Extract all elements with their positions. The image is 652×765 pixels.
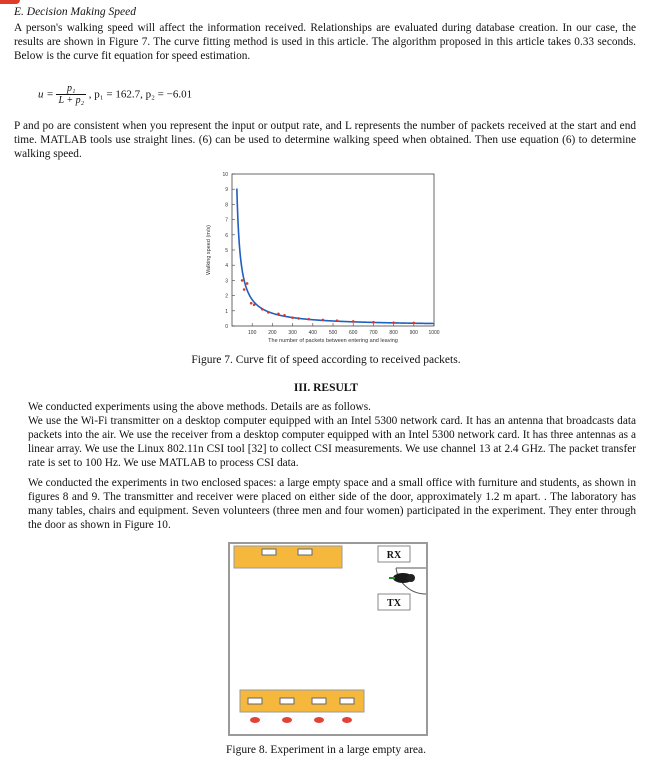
data-point — [372, 321, 375, 324]
y-tick-label: 7 — [225, 217, 228, 224]
data-point — [336, 319, 339, 322]
section-e-paragraph-2: P and po are consistent when you represent the input or output rate, and L represents the number of packets received at the start and end time. MATLAB tools use straight lines. (6) can be used to determine walking speed when obtained. Then use equation (6) to determine walking speed. — [14, 120, 636, 160]
chair-icon — [250, 717, 260, 723]
data-point — [322, 319, 325, 322]
result-heading: III. RESULT — [293, 382, 359, 394]
data-point — [297, 317, 300, 320]
top-computer-1 — [262, 549, 276, 555]
x-axis-label: The number of packets between entering and leaving — [268, 338, 398, 344]
y-tick-label: 2 — [225, 293, 228, 300]
chair-icon — [342, 717, 352, 723]
rx-label: RX — [386, 550, 402, 561]
top-computer-2 — [298, 549, 312, 555]
data-point — [246, 282, 249, 285]
data-point — [243, 288, 246, 291]
y-axis-label: Walking speed (m/s) — [206, 225, 212, 275]
experiment-room-diagram — [228, 542, 428, 736]
x-tick-label: 400 — [308, 330, 317, 336]
y-tick-label: 3 — [225, 278, 228, 285]
x-tick-label: 600 — [349, 330, 358, 336]
y-tick-label: 0 — [225, 324, 228, 330]
chair-icon — [314, 717, 324, 723]
equation-fraction — [56, 83, 86, 106]
y-tick-label: 5 — [225, 248, 228, 254]
result-paragraph-3: We conducted the experiments in two enclosed spaces: a large empty space and a small office with furniture and students, as shown in figures 8 and 9. The transmitter and receiver were placed on either side of the door, approximately 1.2 m apart. . The laboratory has many tables, chairs and equipment. Seven volunteers (three men and four women) participated in the experiment. They enter through the door as shown in Figure 10. — [28, 477, 636, 531]
figure-8-caption: Figure 8. Experiment in a large empty area. — [225, 744, 426, 756]
page-corner-mark — [0, 0, 20, 4]
equation-numerator: p₁ — [56, 83, 86, 95]
result-paragraph-1: We conducted experiments using the above methods. Details are as follows. — [28, 401, 371, 413]
x-tick-label: 700 — [369, 330, 378, 336]
equation-lhs: u = — [38, 88, 54, 101]
top-table — [234, 546, 342, 568]
x-tick-label: 1000 — [428, 330, 440, 336]
data-point — [241, 279, 244, 282]
bottom-computer-2 — [280, 698, 294, 704]
x-tick-label: 300 — [288, 330, 297, 336]
data-point — [267, 311, 270, 314]
data-point — [250, 302, 253, 305]
x-tick-label: 500 — [328, 330, 338, 336]
bottom-computer-1 — [248, 698, 262, 704]
data-point — [307, 318, 310, 321]
data-point — [392, 321, 395, 324]
x-tick-label: 800 — [389, 330, 398, 336]
chair-icon — [282, 717, 292, 723]
data-point — [291, 316, 294, 319]
data-point — [352, 320, 355, 323]
result-paragraph-2: We use the Wi-Fi transmitter on a desktop computer equipped with an Intel 5300 network card. It has an antenna that broadcasts data packets into the air. We use the receiver from a desktop computer equipped with an Intel 5300 network card. It has three antennas as a linear array. We use the Linux 802.11n CSI tool [32] to collect CSI measurements. We use channel 13 at 2.4 GHz. The packet transfer rate is set to 100 Hz. We use MATLAB to process CSI data. — [28, 415, 636, 469]
x-tick-label: 200 — [268, 330, 277, 336]
data-point — [283, 314, 286, 317]
data-point — [413, 322, 416, 325]
speed-curve-chart — [196, 166, 456, 352]
data-point — [277, 313, 280, 316]
section-e-heading: E. Decision Making Speed — [14, 6, 136, 18]
speed-equation — [38, 83, 338, 117]
y-tick-label: 9 — [225, 187, 228, 194]
tx-label: TX — [387, 598, 401, 609]
bottom-computer-4 — [340, 698, 354, 704]
y-tick-label: 4 — [225, 263, 228, 270]
equation-denominator: L + p₂ — [58, 95, 85, 106]
y-tick-label: 1 — [225, 308, 228, 315]
person-head-icon — [407, 574, 415, 582]
equation-parameters: , p₁ = 162.7, p₂ = −6.01 — [88, 88, 193, 101]
section-e-paragraph-1: A person's walking speed will affect the information received. Relationships are evaluated during database creation. In our case, the results are shown in Figure 7. The curve fitting method is used in this article. The algorithm proposed in this article takes 0.33 seconds. Below is the curve fit equation for speed estimation. — [14, 22, 636, 62]
data-point — [261, 308, 264, 311]
y-tick-label: 8 — [225, 202, 228, 209]
x-tick-label: 100 — [248, 330, 257, 336]
y-tick-label: 10 — [222, 172, 228, 178]
y-tick-label: 6 — [225, 232, 228, 239]
bottom-computer-3 — [312, 698, 326, 704]
figure-7-caption: Figure 7. Curve fit of speed according to received packets. — [191, 354, 461, 366]
x-tick-label: 900 — [409, 330, 418, 336]
data-point — [253, 303, 256, 306]
